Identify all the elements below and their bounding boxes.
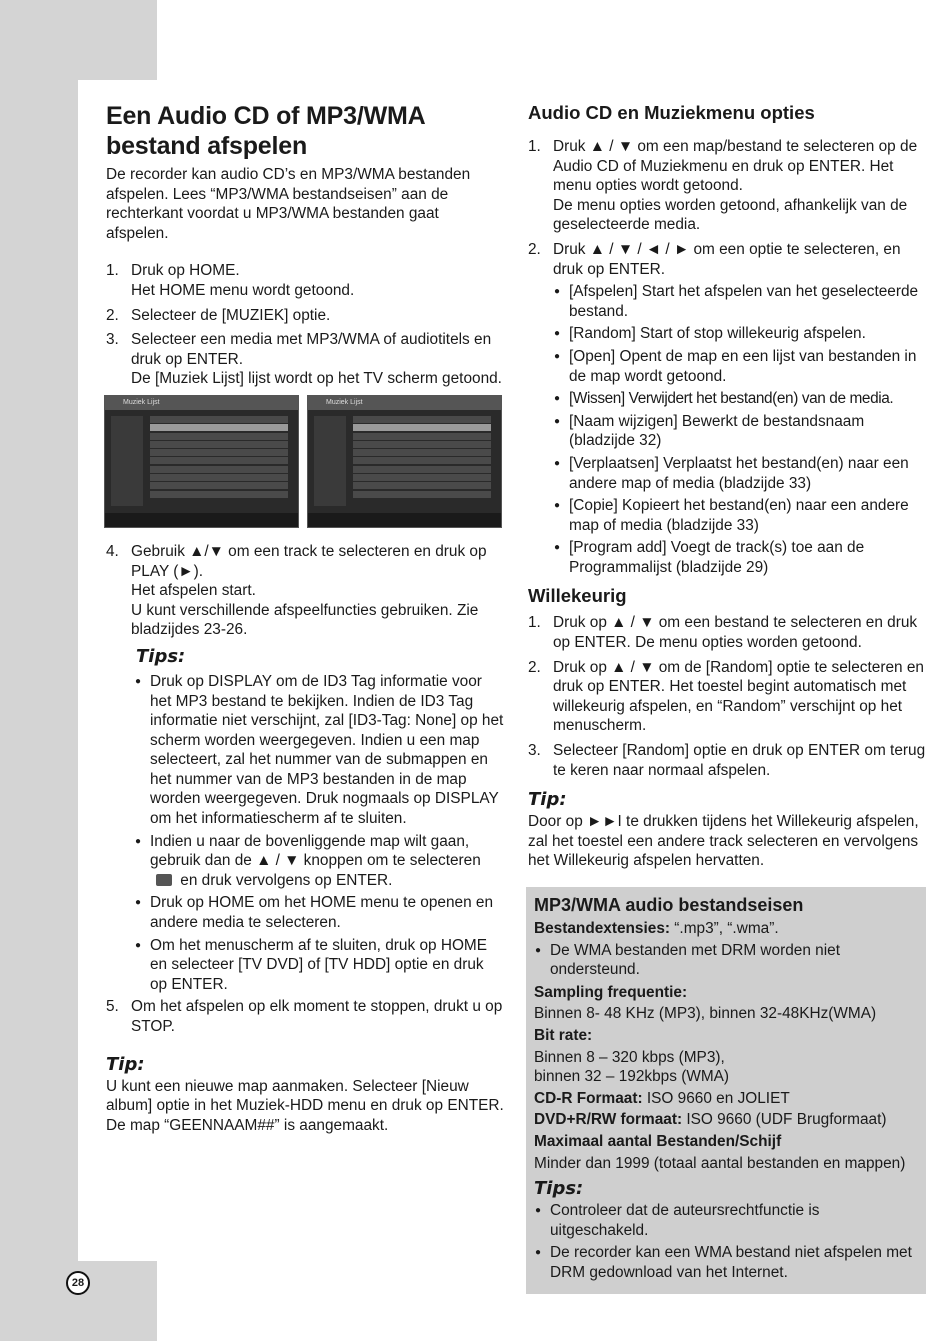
step-item bbox=[528, 741, 926, 780]
screenshot-footer bbox=[105, 513, 298, 527]
step-item bbox=[528, 137, 926, 235]
tips-list bbox=[134, 672, 504, 995]
tips-title: Tips: bbox=[136, 645, 186, 667]
step-item bbox=[528, 240, 926, 578]
screenshot-folder-list bbox=[353, 416, 491, 508]
left-column bbox=[106, 101, 504, 1135]
step-number: 5. bbox=[106, 998, 119, 1016]
dvd-format-line bbox=[534, 1110, 918, 1130]
step-item bbox=[528, 658, 926, 736]
step-number: 1. bbox=[528, 614, 541, 632]
music-list-screenshot bbox=[104, 395, 299, 528]
random-heading: Willekeurig bbox=[528, 585, 627, 607]
step-text: Selecteer [Random] optie en druk op ENTER om terug te keren naar normaal afspelen. bbox=[553, 742, 926, 779]
step-number: 3. bbox=[106, 331, 119, 349]
box-tips-title: Tips: bbox=[534, 1178, 584, 1200]
screenshots bbox=[104, 395, 504, 528]
tip-section bbox=[528, 788, 926, 871]
tip-text: Indien u naar de bovenliggende map wilt gaan, gebruik dan de ▲ / ▼ knoppen om te selecteren bbox=[150, 832, 481, 870]
extensions-value: “.mp3”, “.wma”. bbox=[670, 920, 779, 937]
random-steps bbox=[528, 613, 926, 780]
bitrate-label: Bit rate: bbox=[534, 1026, 593, 1044]
tip-item: ● Druk op HOME om het HOME menu te openen en andere media te selecteren. bbox=[134, 893, 504, 932]
option-item: ● [Naam wijzigen] Bewerkt de bestandsnaam (bladzijde 32) bbox=[553, 412, 926, 451]
option-item: ● [Afspelen] Start het afspelen van het geselecteerde bestand. bbox=[553, 282, 926, 321]
note-item: ● De WMA bestanden met DRM worden niet ondersteund. bbox=[534, 941, 918, 980]
step-number: 2. bbox=[528, 658, 541, 676]
step-number: 4. bbox=[106, 542, 119, 560]
cdr-format-value: ISO 9660 en JOLIET bbox=[642, 1089, 790, 1107]
tip-text: Door op ►►I te drukken tijdens het Willekeurig afspelen, zal het toestel een andere track selecteren en vervolgens het Willekeurig afspelen hervatten. bbox=[528, 813, 919, 870]
step-item bbox=[106, 330, 504, 389]
requirements-title: MP3/WMA audio bestandseisen bbox=[534, 895, 804, 915]
max-files-value: Minder dan 1999 (totaal aantal bestanden en mappen) bbox=[534, 1154, 906, 1172]
tip-item bbox=[134, 832, 504, 891]
extensions-notes bbox=[534, 941, 918, 980]
step-text: Om het afspelen op elk moment te stoppen, drukt u op STOP. bbox=[131, 998, 503, 1035]
bitrate-value: Binnen 8 – 320 kbps (MP3), binnen 32 – 192kbps (WMA) bbox=[534, 1048, 730, 1086]
sampling-label: Sampling frequentie: bbox=[534, 983, 688, 1001]
step-number: 2. bbox=[528, 240, 541, 258]
option-item: ● [Program add] Voegt de track(s) toe aan de Programmalijst (bladzijde 29) bbox=[553, 538, 926, 577]
tip-section bbox=[106, 1053, 504, 1136]
tips-section bbox=[106, 645, 504, 995]
cdr-format-line bbox=[534, 1089, 918, 1109]
step-item bbox=[106, 542, 504, 640]
extensions-line bbox=[534, 919, 918, 939]
dvd-format-value: ISO 9660 (UDF Brugformaat) bbox=[682, 1111, 887, 1129]
option-item: ● [Copie] Kopieert het bestand(en) naar een andere map of media (bladzijde 33) bbox=[553, 496, 926, 535]
step-number: 1. bbox=[106, 262, 119, 280]
option-item: ● [Wissen] Verwijdert het bestand(en) van de media. bbox=[553, 389, 926, 409]
box-tips-list bbox=[534, 1201, 918, 1282]
step-item bbox=[528, 613, 926, 652]
tip-title: Tip: bbox=[528, 789, 567, 811]
step-item bbox=[106, 261, 504, 300]
sampling-value: Binnen 8- 48 KHz (MP3), binnen 32-48KHz(WMA) bbox=[534, 1005, 877, 1023]
step-text: Druk ▲ / ▼ / ◄ / ► om een optie te selecteren, en druk op ENTER. bbox=[553, 240, 901, 278]
extensions-label: Bestandextensies: bbox=[534, 920, 671, 937]
step-text: Druk op HOME. Het HOME menu wordt getoond. bbox=[131, 262, 355, 299]
tip-text: U kunt een nieuwe map aanmaken. Selecteer [Nieuw album] optie in het Muziek-HDD menu en druk op ENTER. De map “GEENNAAM##” is aangemaakt. bbox=[106, 1077, 504, 1134]
screenshot-header: Muziek Lijst bbox=[308, 396, 501, 410]
step-number: 1. bbox=[528, 138, 541, 155]
screenshot-side-pane bbox=[111, 416, 143, 506]
step-item bbox=[106, 997, 504, 1036]
folder-up-icon bbox=[156, 874, 172, 886]
right-column bbox=[528, 101, 926, 1294]
max-files-label: Maximaal aantal Bestanden/Schijf bbox=[534, 1132, 782, 1150]
tip-item: ● Om het menuscherm af te sluiten, druk op HOME en selecteer [TV DVD] of [TV HDD] optie en druk op ENTER. bbox=[134, 936, 504, 995]
file-requirements-box bbox=[526, 887, 926, 1294]
options-list bbox=[553, 282, 926, 577]
step-text: Selecteer een media met MP3/WMA of audiotitels en druk op ENTER. De [Muziek Lijst] lijst wordt op het TV scherm getoond. bbox=[131, 331, 502, 388]
option-item: ● [Random] Start of stop willekeurig afspelen. bbox=[553, 324, 926, 344]
tip-item: ● Druk op DISPLAY om de ID3 Tag informatie voor het MP3 bestand te bekijken. Indien de ID3 Tag informatie niet verschijnt, zal [ID3-Tag: None] op het scherm worden weergegeven. Indien u een map selecteert, zal het nummer van de submappen en het nummer van de MP3 bestanden in de map worden weergegeven. Druk nogmaals op DISPLAY om het informatiescherm af te sluiten. bbox=[134, 672, 504, 829]
tip-item: ● De recorder kan een WMA bestand niet afspelen met DRM gedownload van het Internet. bbox=[534, 1243, 918, 1282]
step-text: Selecteer de [MUZIEK] optie. bbox=[131, 306, 331, 324]
step-text: Druk ▲ / ▼ om een map/bestand te selecteren op de Audio CD of Muziekmenu en druk op ENTER. Het menu opties wordt getoond. De menu opties worden getoond, afhankelijk van de geselecteerde media. bbox=[553, 138, 918, 234]
cdr-format-label: CD-R Formaat: bbox=[534, 1089, 643, 1107]
screenshot-footer bbox=[308, 513, 501, 527]
music-folder-screenshot bbox=[307, 395, 502, 528]
step-number: 2. bbox=[106, 306, 119, 324]
page-number: 28 bbox=[66, 1271, 90, 1295]
tip-item: ● Controleer dat de auteursrechtfunctie is uitgeschakeld. bbox=[534, 1201, 918, 1240]
screenshot-side-pane bbox=[314, 416, 346, 506]
play-steps-final bbox=[106, 997, 504, 1036]
step-number: 3. bbox=[528, 742, 541, 760]
option-item: ● [Verplaatsen] Verplaatst het bestand(en) naar een andere map of media (bladzijde 33) bbox=[553, 454, 926, 493]
dvd-format-label: DVD+R/RW formaat: bbox=[534, 1111, 683, 1129]
step-item bbox=[106, 306, 504, 326]
tip-title: Tip: bbox=[106, 1053, 145, 1075]
step-text: Druk op ▲ / ▼ om de [Random] optie te selecteren en druk op ENTER. Het toestel begint automatisch met willekeurig afspelen, en “Random” verschijnt op het menuscherm. bbox=[553, 658, 924, 735]
intro-text: De recorder kan audio CD’s en MP3/WMA bestanden afspelen. Lees “MP3/WMA bestandseisen” aan de rechterkant voordat u MP3/WMA bestanden gaat afspelen. bbox=[106, 166, 471, 242]
step-text: Druk op ▲ / ▼ om een bestand te selecteren en druk op ENTER. De menu opties worden getoond. bbox=[553, 614, 918, 652]
play-steps bbox=[106, 261, 504, 389]
options-steps bbox=[528, 137, 926, 577]
screenshot-track-list bbox=[150, 416, 288, 508]
play-steps-continued bbox=[106, 542, 504, 640]
option-item: ● [Open] Opent de map en een lijst van bestanden in de map wordt getoond. bbox=[553, 347, 926, 386]
options-heading: Audio CD en Muziekmenu opties bbox=[528, 102, 815, 123]
tip-text-suffix: en druk vervolgens op ENTER. bbox=[180, 871, 393, 889]
page-title: Een Audio CD of MP3/WMA bestand afspelen bbox=[106, 102, 425, 160]
screenshot-header: Muziek Lijst bbox=[105, 396, 298, 410]
step-text: Gebruik ▲/▼ om een track te selecteren en druk op PLAY (►). Het afspelen start. U kunt verschillende afspeelfuncties gebruiken. Zie bladzijdes 23-26. bbox=[131, 542, 487, 639]
